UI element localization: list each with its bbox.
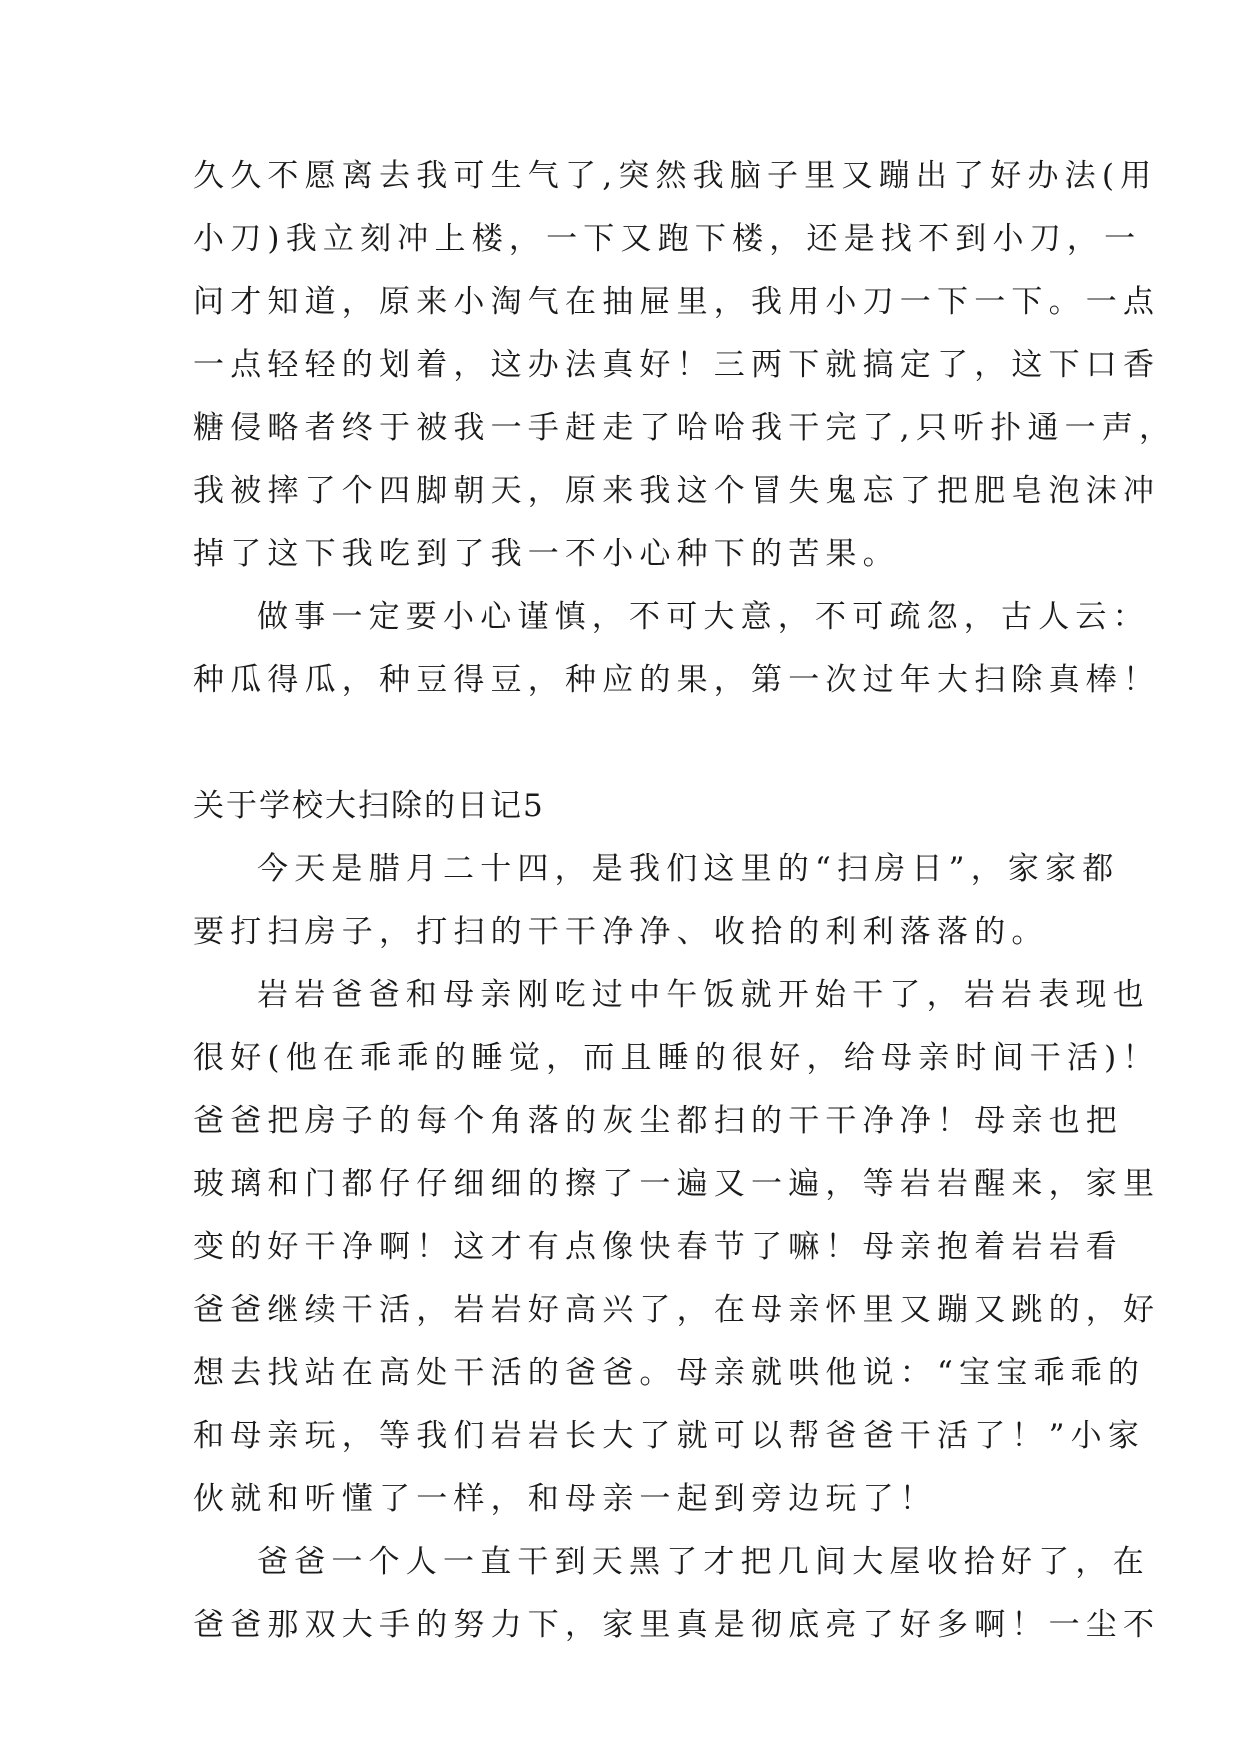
text-line: 问才知道，原来小淘气在抽屉里，我用小刀一下一下。一点 — [193, 284, 1161, 320]
section-heading: 关于学校大扫除的日记5 — [193, 788, 545, 824]
text-line: 久久不愿离去我可生气了,突然我脑子里又蹦出了好办法(用 — [193, 158, 1158, 194]
text-line: 玻璃和门都仔仔细细的擦了一遍又一遍，等岩岩醒来，家里 — [193, 1166, 1161, 1202]
text-line: 岩岩爸爸和母亲刚吃过中午饭就开始干了，岩岩表现也 — [257, 977, 1150, 1013]
text-line: 爸爸那双大手的努力下，家里真是彻底亮了好多啊！一尘不 — [193, 1607, 1161, 1643]
text-line: 我被摔了个四脚朝天，原来我这个冒失鬼忘了把肥皂泡沫冲 — [193, 473, 1161, 509]
paragraph-intro — [193, 838, 1120, 964]
document-page — [193, 145, 1177, 1657]
text-line: 一点轻轻的划着，这办法真好！三两下就搞定了，这下口香 — [193, 347, 1161, 383]
paragraph-continuation — [193, 145, 1177, 586]
text-line: 和母亲玩，等我们岩岩长大了就可以帮爸爸干活了！”小家 — [193, 1418, 1146, 1454]
text-line: 伙就和听懂了一样，和母亲一起到旁边玩了！ — [193, 1481, 937, 1517]
text-line: 很好(他在乖乖的睡觉，而且睡的很好，给母亲时间干活)！ — [193, 1040, 1160, 1076]
text-line: 要打扫房子，打扫的干干净净、收拾的利利落落的。 — [193, 914, 1049, 950]
text-line: 今天是腊月二十四，是我们这里的“扫房日”，家家都 — [257, 851, 1120, 887]
text-line: 掉了这下我吃到了我一不小心种下的苦果。 — [193, 536, 900, 572]
text-line: 种瓜得瓜，种豆得豆，种应的果，第一次过年大扫除真棒！ — [193, 662, 1161, 698]
paragraph-body — [193, 964, 1161, 1531]
paragraph-conclusion — [193, 586, 1161, 712]
text-line: 做事一定要小心谨慎，不可大意，不可疏忽，古人云： — [257, 599, 1150, 635]
text-line: 爸爸继续干活，岩岩好高兴了，在母亲怀里又蹦又跳的，好 — [193, 1292, 1161, 1328]
text-line: 爸爸一个人一直干到天黑了才把几间大屋收拾好了，在 — [257, 1544, 1150, 1580]
section-gap — [193, 712, 1053, 775]
text-line: 想去找站在高处干活的爸爸。母亲就哄他说：“宝宝乖乖的 — [193, 1355, 1146, 1391]
text-line: 爸爸把房子的每个角落的灰尘都扫的干干净净！母亲也把 — [193, 1103, 1123, 1139]
text-line: 小刀)我立刻冲上楼，一下又跑下楼，还是找不到小刀，一 — [193, 221, 1142, 257]
paragraph-closing — [193, 1531, 1161, 1657]
text-line: 糖侵略者终于被我一手赶走了哈哈我干完了,只听扑通一声， — [193, 410, 1177, 446]
text-line: 变的好干净啊！这才有点像快春节了嘛！母亲抱着岩岩看 — [193, 1229, 1123, 1265]
